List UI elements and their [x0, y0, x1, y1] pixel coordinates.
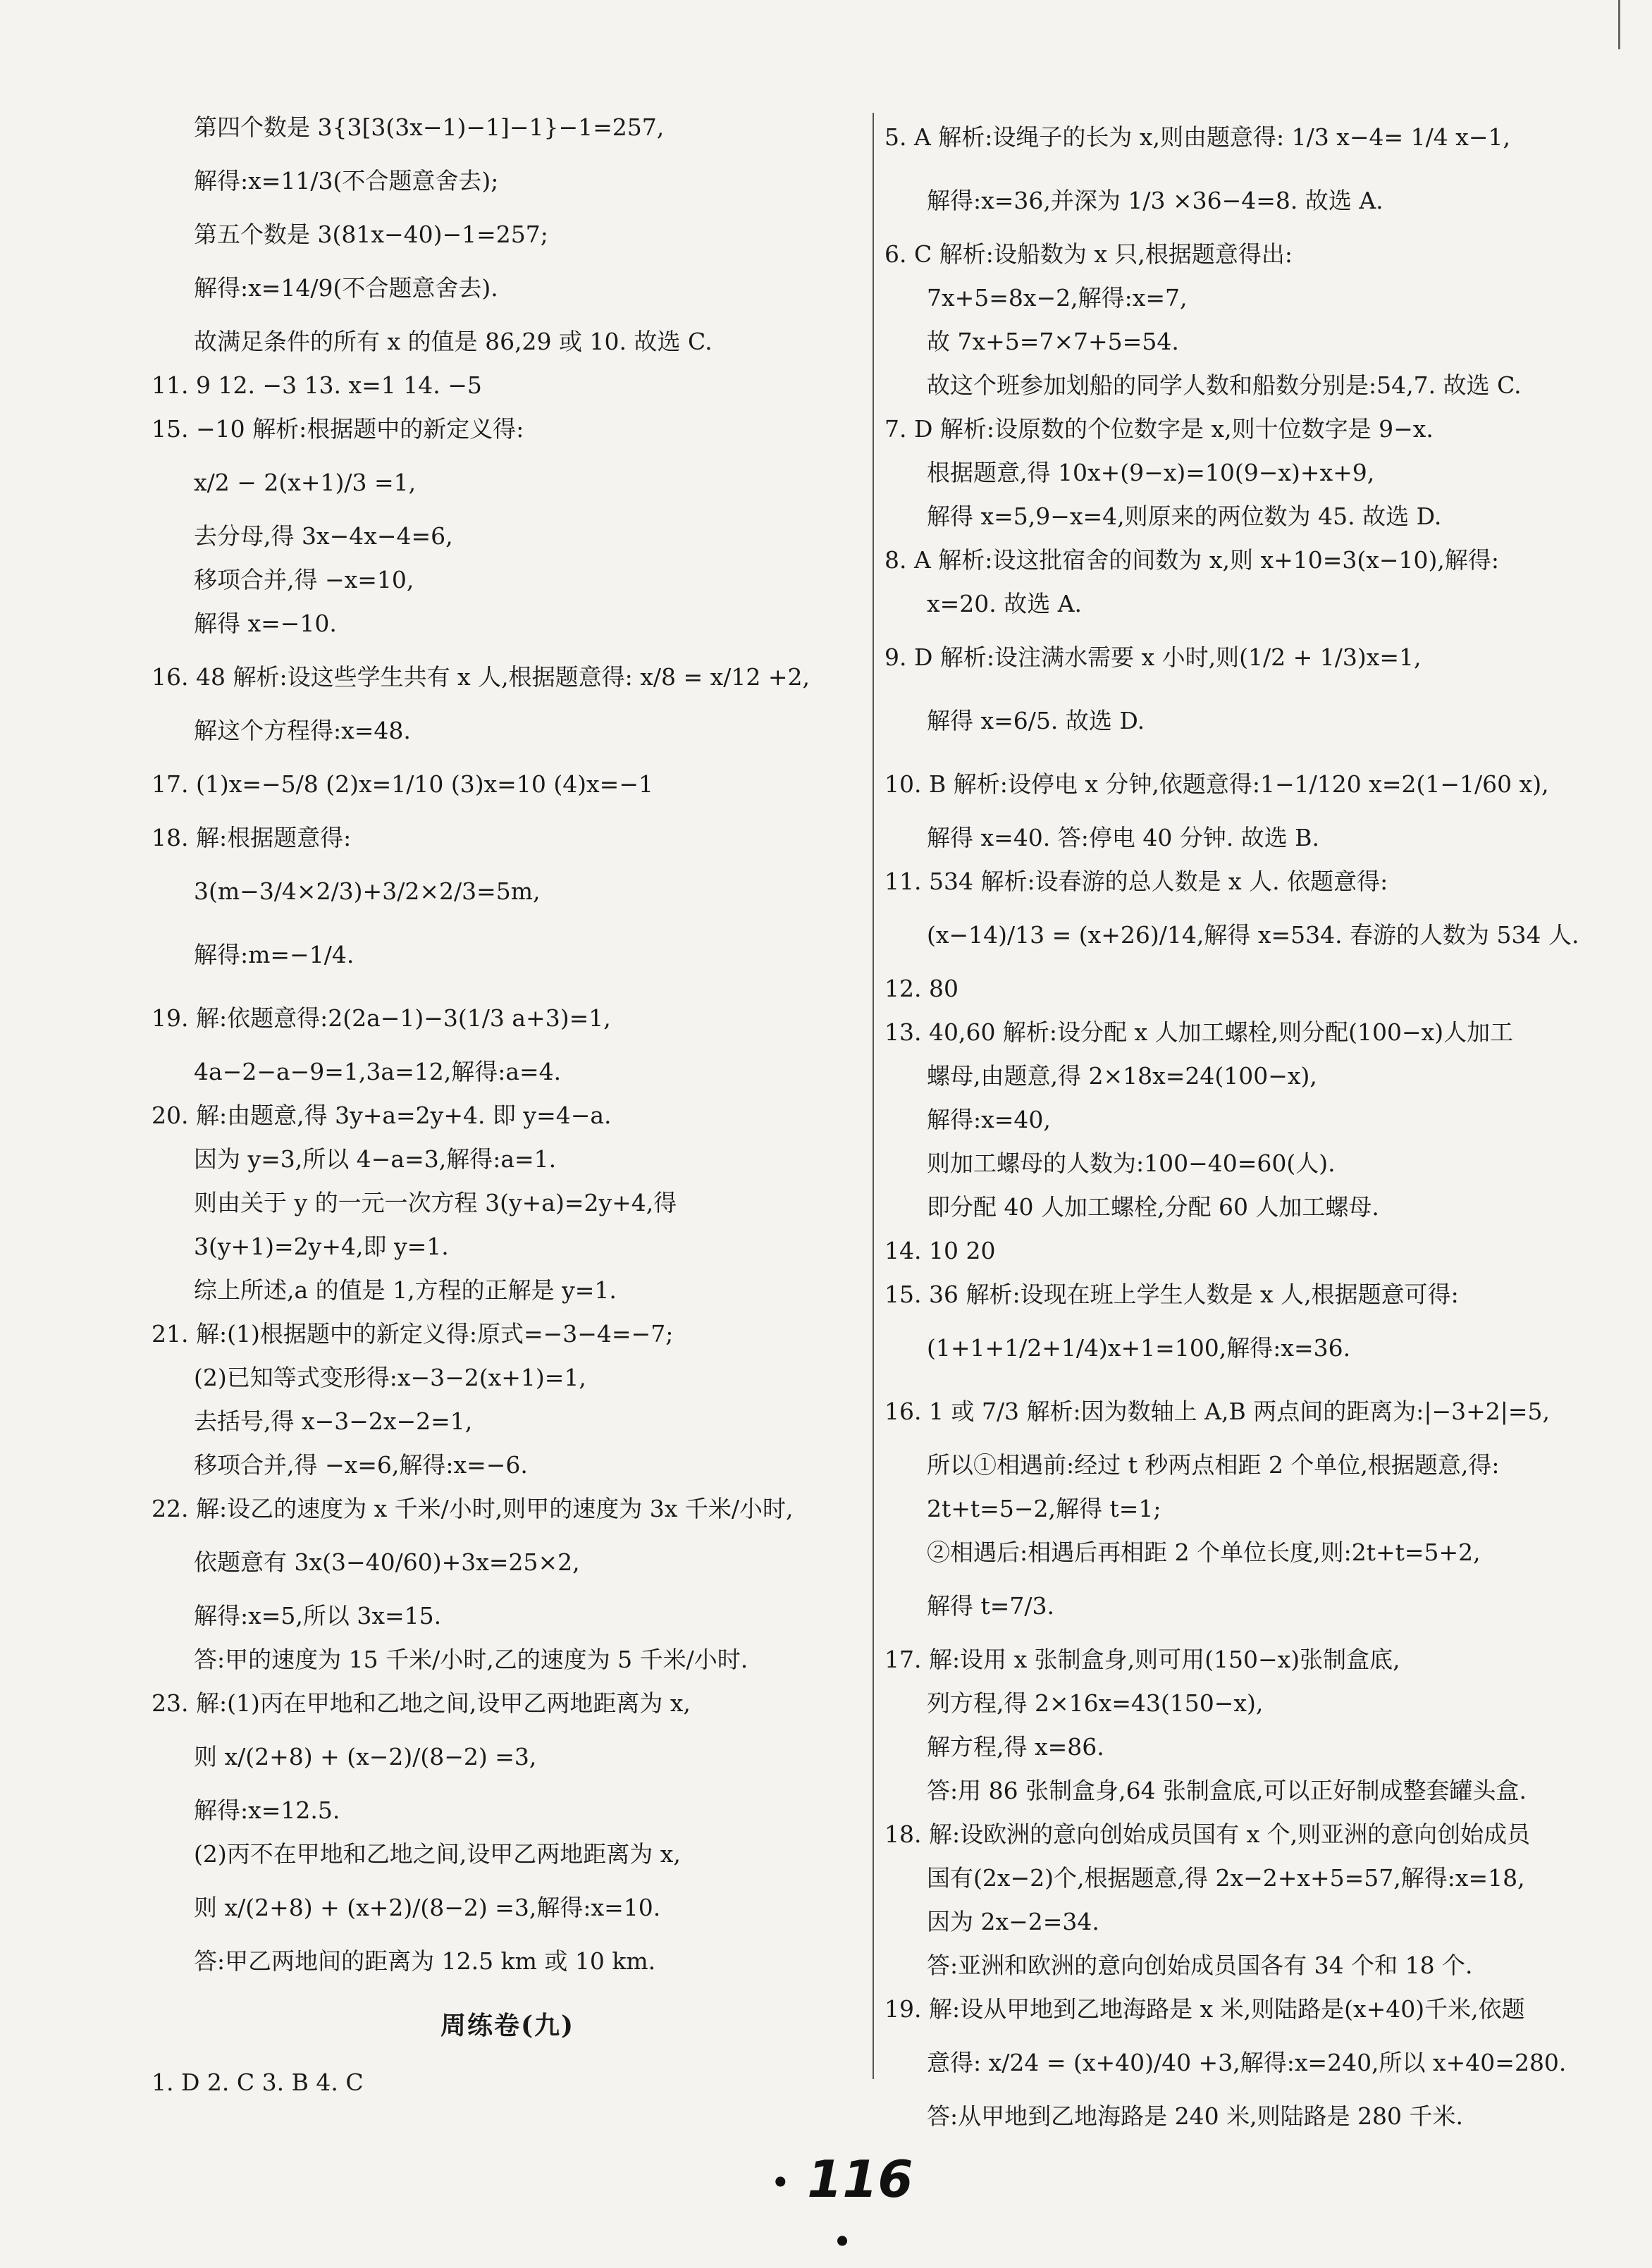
answer-line: 解得:x=14/9(不合题意舍去).: [194, 274, 498, 302]
answer-line: 综上所述,a 的值是 1,方程的正解是 y=1.: [194, 1276, 617, 1304]
page-number-text: 116: [807, 2150, 913, 2209]
answer-line: 依题意有 3x(3−40/60)+3x=25×2,: [194, 1548, 580, 1576]
answer-line: (2)丙不在甲地和乙地之间,设甲乙两地距离为 x,: [194, 1840, 681, 1868]
answer-line: 解方程,得 x=86.: [927, 1733, 1104, 1761]
answer-line: 解得:m=−1/4.: [194, 941, 355, 968]
answer-line: 答:甲乙两地间的距离为 12.5 km 或 10 km.: [194, 1947, 656, 1975]
answer-line: 7. D 解析:设原数的个位数字是 x,则十位数字是 9−x.: [884, 415, 1434, 443]
page-number-dot-left: •: [771, 2167, 790, 2200]
left-column: [152, 106, 863, 2104]
answer-line: 19. 解:依题意得:2(2a−1)−3(1/3 a+3)=1,: [152, 1004, 611, 1032]
answer-line: 解得 x=5,9−x=4,则原来的两位数为 45. 故选 D.: [927, 503, 1442, 530]
answer-line: 21. 解:(1)根据题中的新定义得:原式=−3−4=−7;: [152, 1320, 674, 1348]
answer-line: 列方程,得 2×16x=43(150−x),: [927, 1689, 1264, 1717]
column-divider: [873, 113, 874, 2079]
answer-line: 5. A 解析:设绳子的长为 x,则由题意得: 1/3 x−4= 1/4 x−1,: [884, 123, 1510, 151]
answer-line: 4a−2−a−9=1,3a=12,解得:a=4.: [194, 1058, 562, 1085]
answer-line: (1+1+1/2+1/4)x+1=100,解得:x=36.: [927, 1334, 1351, 1362]
answer-line: 即分配 40 人加工螺栓,分配 60 人加工螺母.: [927, 1193, 1379, 1221]
answer-line: 故 7x+5=7×7+5=54.: [927, 328, 1179, 355]
page-number: [768, 2150, 916, 2268]
answer-line: 14. 10 20: [884, 1237, 996, 1264]
answer-line: 移项合并,得 −x=6,解得:x=−6.: [194, 1451, 528, 1479]
answer-line: 9. D 解析:设注满水需要 x 小时,则(1/2 + 1/3)x=1,: [884, 643, 1422, 671]
answer-line: 意得: x/24 = (x+40)/40 +3,解得:x=240,所以 x+40=280.: [927, 2049, 1567, 2076]
answer-line: 故满足条件的所有 x 的值是 86,29 或 10. 故选 C.: [194, 328, 713, 355]
answer-line: 则 x/(2+8) + (x+2)/(8−2) =3,解得:x=10.: [194, 1894, 661, 1921]
answer-line: (2)已知等式变形得:x−3−2(x+1)=1,: [194, 1364, 586, 1391]
page-edge-mark: [1618, 0, 1620, 49]
answer-line: 解得:x=40,: [927, 1106, 1051, 1133]
answer-line: 去括号,得 x−3−2x−2=1,: [194, 1407, 473, 1435]
answer-line: 20. 解:由题意,得 3y+a=2y+4. 即 y=4−a.: [152, 1102, 612, 1129]
answer-line: 3(y+1)=2y+4,即 y=1.: [194, 1233, 449, 1260]
answer-line: 所以①相遇前:经过 t 秒两点相距 2 个单位,根据题意,得:: [927, 1451, 1500, 1479]
answer-line: 答:甲的速度为 15 千米/小时,乙的速度为 5 千米/小时.: [194, 1646, 748, 1673]
answer-line: 解得:x=5,所以 3x=15.: [194, 1602, 442, 1629]
page-number-dot-right: •: [833, 2226, 851, 2259]
answer-line: 则由关于 y 的一元一次方程 3(y+a)=2y+4,得: [194, 1189, 677, 1216]
answer-line: 3(m−3/4×2/3)+3/2×2/3=5m,: [194, 877, 541, 905]
section-answers: 1. D 2. C 3. B 4. C: [152, 2069, 364, 2096]
answer-line: 10. B 解析:设停电 x 分钟,依题意得:1−1/120 x=2(1−1/60 x),: [884, 770, 1549, 798]
answer-line: 18. 解:设欧洲的意向创始成员国有 x 个,则亚洲的意向创始成员: [884, 1820, 1531, 1848]
answer-line: 15. 36 解析:设现在班上学生人数是 x 人,根据题意可得:: [884, 1281, 1459, 1308]
answer-line: 解得:x=36,并深为 1/3 ×36−4=8. 故选 A.: [927, 187, 1383, 214]
answer-line: 解得 x=40. 答:停电 40 分钟. 故选 B.: [927, 824, 1320, 851]
answer-line: 解得 t=7/3.: [927, 1592, 1055, 1620]
answer-line: (x−14)/13 = (x+26)/14,解得 x=534. 春游的人数为 534 人.: [927, 921, 1579, 949]
answer-line: 则 x/(2+8) + (x−2)/(8−2) =3,: [194, 1743, 537, 1770]
answer-line: 故这个班参加划船的同学人数和船数分别是:54,7. 故选 C.: [927, 371, 1522, 399]
answer-line: 答:亚洲和欧洲的意向创始成员国各有 34 个和 18 个.: [927, 1952, 1473, 1979]
answer-line: 因为 2x−2=34.: [927, 1908, 1099, 1935]
answer-line: 因为 y=3,所以 4−a=3,解得:a=1.: [194, 1145, 557, 1173]
answer-line: 16. 1 或 7/3 解析:因为数轴上 A,B 两点间的距离为:|−3+2|=5,: [884, 1398, 1550, 1425]
answer-line: 16. 48 解析:设这些学生共有 x 人,根据题意得: x/8 = x/12 +2,: [152, 663, 810, 691]
answer-line: 12. 80: [884, 975, 958, 1002]
answer-line: 第四个数是 3{3[3(3x−1)−1]−1}−1=257,: [194, 113, 665, 141]
answer-line: 6. C 解析:设船数为 x 只,根据题意得出:: [884, 240, 1293, 268]
answer-line: x=20. 故选 A.: [927, 590, 1083, 617]
answer-line: 7x+5=8x−2,解得:x=7,: [927, 284, 1188, 312]
answer-line: 2t+t=5−2,解得 t=1;: [927, 1495, 1161, 1522]
answer-line: 11. 534 解析:设春游的总人数是 x 人. 依题意得:: [884, 868, 1388, 895]
answer-line: 答:用 86 张制盒身,64 张制盒底,可以正好制成整套罐头盒.: [927, 1777, 1527, 1804]
section-title: 周练卷(九): [440, 2011, 575, 2040]
answer-line: 11. 9 12. −3 13. x=1 14. −5: [152, 371, 482, 399]
answer-line: 移项合并,得 −x=10,: [194, 566, 414, 593]
answer-line: 螺母,由题意,得 2×18x=24(100−x),: [927, 1062, 1317, 1090]
answer-line: 答:从甲地到乙地海路是 240 米,则陆路是 280 千米.: [927, 2102, 1464, 2130]
answer-line: 19. 解:设从甲地到乙地海路是 x 米,则陆路是(x+40)千米,依题: [884, 1995, 1525, 2023]
answer-line: 第五个数是 3(81x−40)−1=257;: [194, 221, 548, 248]
right-column: [884, 106, 1603, 2138]
answer-line: 解这个方程得:x=48.: [194, 717, 411, 744]
answer-line: 解得:x=11/3(不合题意舍去);: [194, 167, 499, 195]
answer-line: x/2 − 2(x+1)/3 =1,: [194, 469, 417, 496]
answer-line: 根据题意,得 10x+(9−x)=10(9−x)+x+9,: [927, 459, 1375, 486]
answer-line: 解得 x=−10.: [194, 610, 337, 637]
answer-line: 13. 40,60 解析:设分配 x 人加工螺栓,则分配(100−x)人加工: [884, 1018, 1514, 1046]
answer-line: 17. (1)x=−5/8 (2)x=1/10 (3)x=10 (4)x=−1: [152, 770, 653, 798]
answer-line: 23. 解:(1)丙在甲地和乙地之间,设甲乙两地距离为 x,: [152, 1689, 691, 1717]
answer-line: 17. 解:设用 x 张制盒身,则可用(150−x)张制盒底,: [884, 1646, 1400, 1673]
answer-line: 解得:x=12.5.: [194, 1796, 340, 1824]
answer-line: 则加工螺母的人数为:100−40=60(人).: [927, 1150, 1336, 1177]
answer-line: 解得 x=6/5. 故选 D.: [927, 707, 1145, 734]
answer-line: 8. A 解析:设这批宿舍的间数为 x,则 x+10=3(x−10),解得:: [884, 546, 1500, 574]
answer-line: 18. 解:根据题意得:: [152, 824, 352, 851]
answer-line: ②相遇后:相遇后再相距 2 个单位长度,则:2t+t=5+2,: [927, 1539, 1481, 1566]
answer-line: 22. 解:设乙的速度为 x 千米/小时,则甲的速度为 3x 千米/小时,: [152, 1495, 794, 1522]
answer-line: 去分母,得 3x−4x−4=6,: [194, 522, 453, 550]
answer-line: 15. −10 解析:根据题中的新定义得:: [152, 415, 524, 443]
answer-line: 国有(2x−2)个,根据题意,得 2x−2+x+5=57,解得:x=18,: [927, 1864, 1525, 1892]
